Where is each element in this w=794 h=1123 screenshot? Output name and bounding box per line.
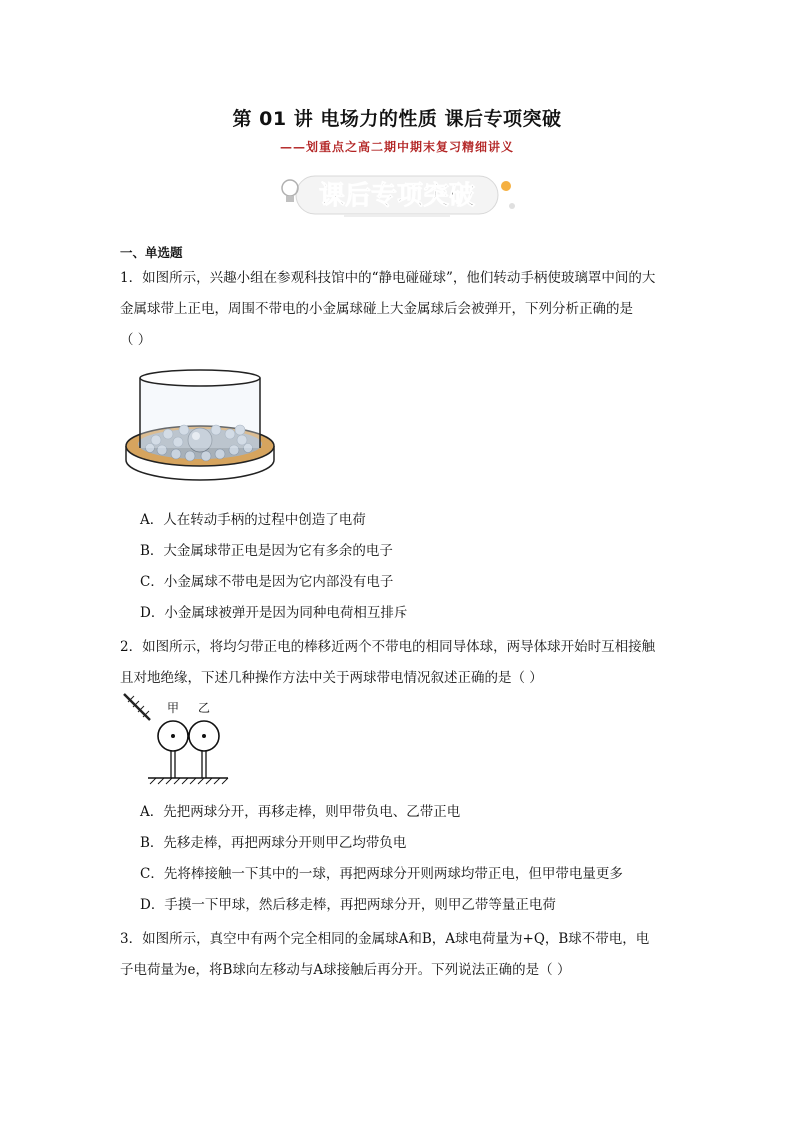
question-text-line: 3．如图所示，真空中有两个完全相同的金属球A和B，A球电荷量为+Q，B球不带电，电 xyxy=(120,931,650,947)
lightbulb-icon xyxy=(282,180,298,202)
answer-option-b: B．大金属球带正电是因为它有多余的电子 xyxy=(140,543,393,559)
page-title: 第 01 讲 电场力的性质 课后专项突破 xyxy=(232,108,562,130)
answer-option-d: D．小金属球被弹开是因为同种电荷相互排斥 xyxy=(140,605,408,621)
star-icon xyxy=(501,181,515,209)
answer-option-a: A．人在转动手柄的过程中创造了电荷 xyxy=(140,512,366,528)
answer-option-a: A．先把两球分开，再移走棒，则甲带负电、乙带正电 xyxy=(140,804,461,820)
sphere-label-jia: 甲 xyxy=(166,701,180,715)
static-ball-figure xyxy=(120,368,280,490)
answer-option-d: D．手摸一下甲球，然后移走棒，再把两球分开，则甲乙带等量正电荷 xyxy=(140,897,556,913)
question-text-line: 1．如图所示，兴趣小组在参观科技馆中的“静电碰碰球”，他们转动手柄使玻璃罩中间的大 xyxy=(120,270,656,286)
page-subtitle: ——划重点之高二期中期末复习精细讲义 xyxy=(279,140,514,154)
answer-option-c: C．小金属球不带电是因为它内部没有电子 xyxy=(140,574,394,590)
question-text-line: 2．如图所示，将均匀带正电的棒移近两个不带电的相同导体球，两导体球开始时互相接触 xyxy=(120,639,656,655)
section-banner xyxy=(274,170,520,220)
banner-text: 课后专项突破 xyxy=(318,181,476,211)
question-text-line: （ ） xyxy=(120,332,152,348)
answer-option-c: C．先将棒接触一下其中的一球，再把两球分开则两球均带正电，但甲带电量更多 xyxy=(140,866,623,882)
answer-option-b: B．先移走棒，再把两球分开则甲乙均带负电 xyxy=(140,835,407,851)
question-text-line: 子电荷量为e，将B球向左移动与A球接触后再分开。下列说法正确的是（ ） xyxy=(120,962,571,978)
conductor-spheres-figure xyxy=(118,690,230,788)
sphere-label-yi: 乙 xyxy=(197,701,211,715)
question-text-line: 且对地绝缘，下述几种操作方法中关于两球带电情况叙述正确的是（ ） xyxy=(120,670,543,686)
section-title: 一、单选题 xyxy=(120,245,183,260)
question-text-line: 金属球带上正电，周围不带电的小金属球碰上大金属球后会被弹开，下列分析正确的是 xyxy=(120,301,633,317)
